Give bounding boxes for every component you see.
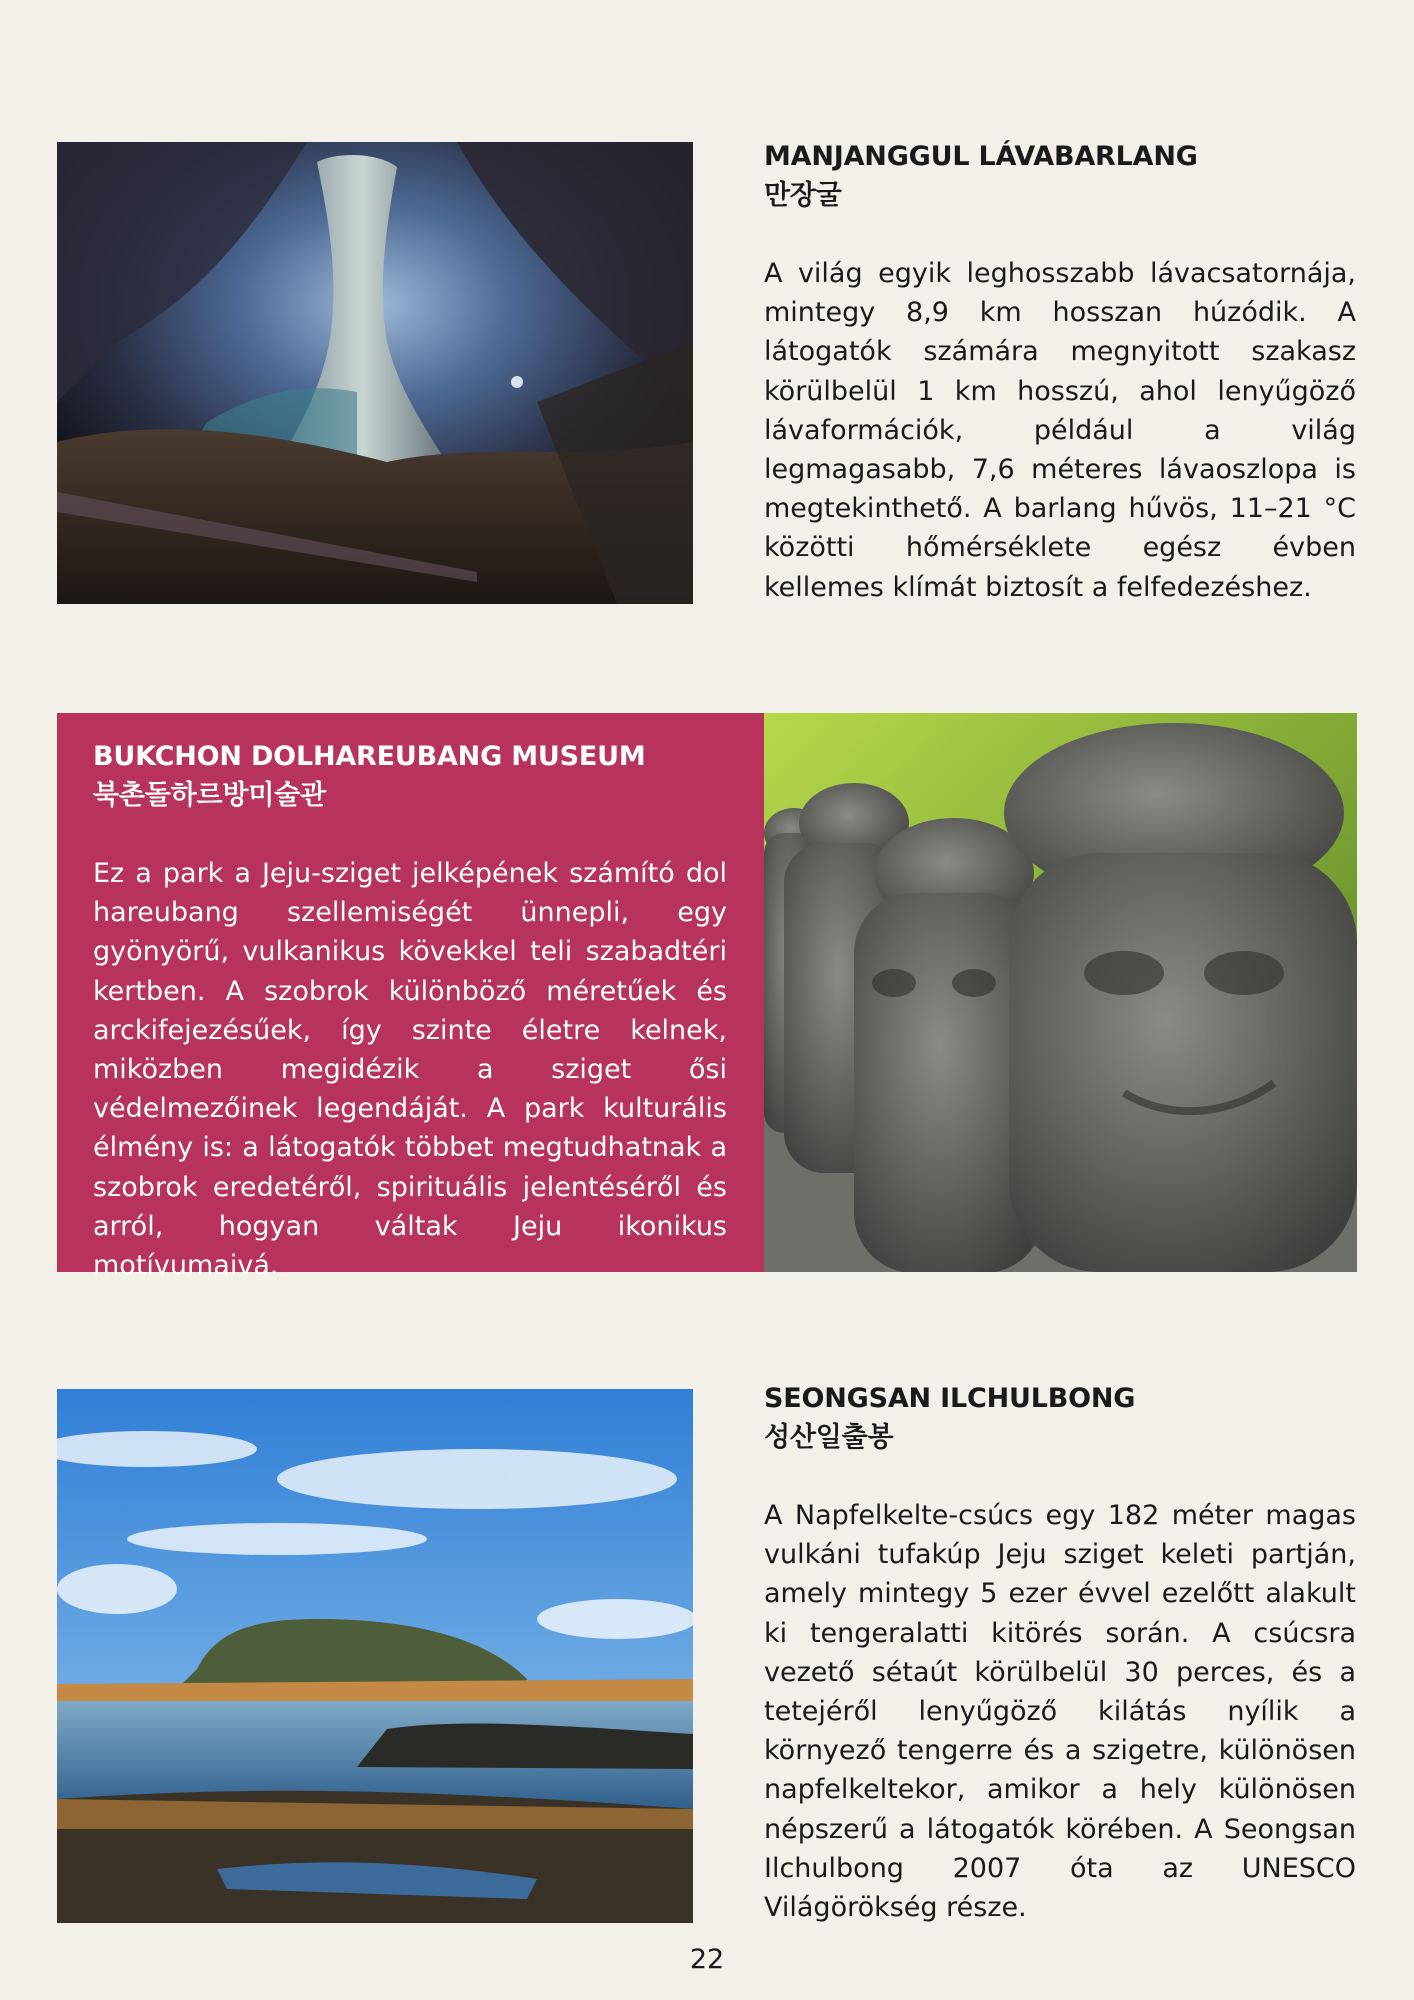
section-title: BUKCHON DOLHAREUBANG MUSEUM	[93, 741, 646, 772]
lava-cave-photo	[57, 142, 693, 604]
section-description: Ez a park a Jeju-sziget jelképének számító dol hareubang szellemiségét ünnepli, egy gyönyörű, vulkanikus kövekkel teli szabadtéri kertben. A szobrok különböző méretűek és arckifejezésűek, így szinte életre kelnek, miközben megidézik a sziget ősi védelmezőinek legendáját. A park kulturális élmény is: a látogatók többet megtudhatnak a szobrok eredetéről, spirituális jelentéséről és arról, hogyan váltak Jeju ikonikus motívumaivá.	[93, 858, 727, 1282]
section-title: SEONGSAN ILCHULBONG	[764, 1383, 1136, 1414]
section-description: A Napfelkelte-csúcs egy 182 méter magas vulkáni tufakúp Jeju sziget keleti partján, amely mintegy 5 ezer évvel ezelőtt alakult ki tengeralatti kitörés során. A csúcsra vezető sétaút körülbelül 30 perces, és a tetejéről lenyűgöző kilátás nyílik a környező tengerre és a szigetre, különösen napfelkeltekor, amikor a hely különösen népszerű a látogatók körében. A Seongsan Ilchulbong 2007 óta az UNESCO Világörökség része.	[764, 1500, 1356, 1924]
section-description: A világ egyik leghosszabb lávacsatornája, mintegy 8,9 km hosszan húzódik. A látogatók számára megnyitott szakasz körülbelül 1 km hosszú, ahol lenyűgöző lávaformációk, például a világ legmagasabb, 7,6 méteres lávaoszlopa is megtekinthető. A barlang hűvös, 11–21 °C közötti hőmérséklete egész évben kellemes klímát biztosít a felfedezéshez.	[764, 258, 1356, 603]
manjanggul-section	[764, 137, 1356, 607]
section-title: MANJANGGUL LÁVABARLANG	[764, 141, 1198, 172]
section-title-korean: 만장굴	[764, 180, 842, 211]
seongsan-ilchulbong-photo	[57, 1389, 693, 1923]
dolhareubang-text-box	[57, 713, 764, 1282]
section-title-korean: 성산일출봉	[764, 1422, 894, 1453]
dolhareubang-statues-photo	[764, 713, 1357, 1272]
dolhareubang-section	[93, 737, 727, 1285]
seongsan-section	[764, 1379, 1356, 1927]
page-number: 22	[689, 1944, 725, 1975]
section-title-korean: 북촌돌하르방미술관	[93, 780, 326, 811]
